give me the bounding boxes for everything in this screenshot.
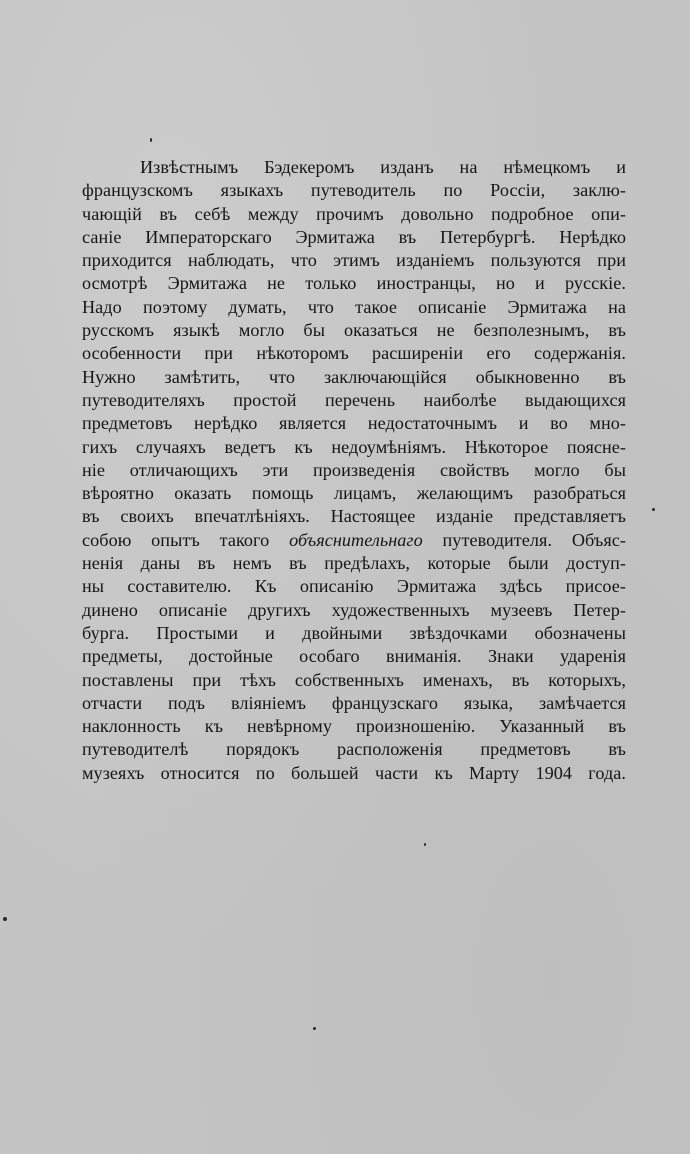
text-segment: собою опытъ такого (82, 529, 290, 550)
text-line: въ своихъ впечатлѣніяхъ. Настоящее изданіе представляетъ (82, 506, 626, 527)
text-line-with-italic (82, 529, 626, 552)
scan-speck (313, 1027, 316, 1030)
text-line: саніе Императорскаго Эрмитажа въ Петербургѣ. Нерѣдко (82, 226, 626, 247)
text-line: Надо поэтому думать, что такое описаніе Эрмитажа на (82, 296, 626, 317)
text-line: путеводителяхъ простой перечень наиболѣе выдающихся (82, 389, 626, 410)
text-line: Нужно замѣтить, что заключающійся обыкновенно въ (82, 366, 626, 387)
text-line: музеяхъ относится по большей части къ Марту 1904 года. (82, 762, 626, 783)
preface-paragraph (82, 156, 626, 785)
text-line: ніе отличающихъ эти произведенія свойствъ могло бы (82, 459, 626, 480)
text-line: Извѣстнымъ Бэдекеромъ изданъ на нѣмецкомъ и (140, 157, 626, 177)
scan-speck (3, 917, 7, 921)
text-line: отчасти подъ вліяніемъ французскаго языка, замѣчается (82, 692, 626, 713)
text-line: ны составителю. Къ описанію Эрмитажа здѣсь присое- (82, 576, 626, 597)
text-line: наклонность къ невѣрному произношенію. Указанный въ (82, 716, 626, 737)
text-line: гихъ случаяхъ ведетъ къ недоумѣніямъ. Нѣкоторое поясне- (82, 436, 626, 457)
text-segment: путеводителя. Объяс- (422, 529, 626, 550)
text-line: приходится наблюдать, что этимъ изданіемъ пользуются при (82, 250, 626, 271)
scan-speck (150, 138, 152, 142)
text-line: французскомъ языкахъ путеводитель по Россіи, заклю- (82, 180, 626, 201)
text-line: русскомъ языкѣ могло бы оказаться не безполезнымъ, въ (82, 320, 626, 341)
text-line: динено описаніе другихъ художественныхъ музеевъ Петер- (82, 599, 626, 620)
text-line: чающій въ себѣ между прочимъ довольно подробное опи- (82, 203, 626, 224)
text-line: предметы, достойные особаго вниманія. Знаки ударенія (82, 646, 626, 667)
text-line: вѣроятно оказать помощь лицамъ, желающимъ разобраться (82, 483, 626, 504)
text-line: ненія даны въ немъ въ предѣлахъ, которые были доступ- (82, 553, 626, 574)
text-line: осмотрѣ Эрмитажа не только иностранцы, но и русскіе. (82, 273, 626, 294)
scan-speck (424, 843, 426, 846)
text-line: поставлены при тѣхъ собственныхъ именахъ, въ которыхъ, (82, 669, 626, 690)
text-line: особенности при нѣкоторомъ расширеніи его содержанія. (82, 343, 626, 364)
text-line: путеводителѣ порядокъ расположенія предметовъ въ (82, 739, 626, 760)
scan-speck (652, 508, 655, 511)
text-line: бурга. Простыми и двойными звѣздочками обозначены (82, 622, 626, 643)
text-line: предметовъ нерѣдко является недостаточнымъ и во мно- (82, 413, 626, 434)
italic-term: объяснительнаго (289, 529, 423, 550)
